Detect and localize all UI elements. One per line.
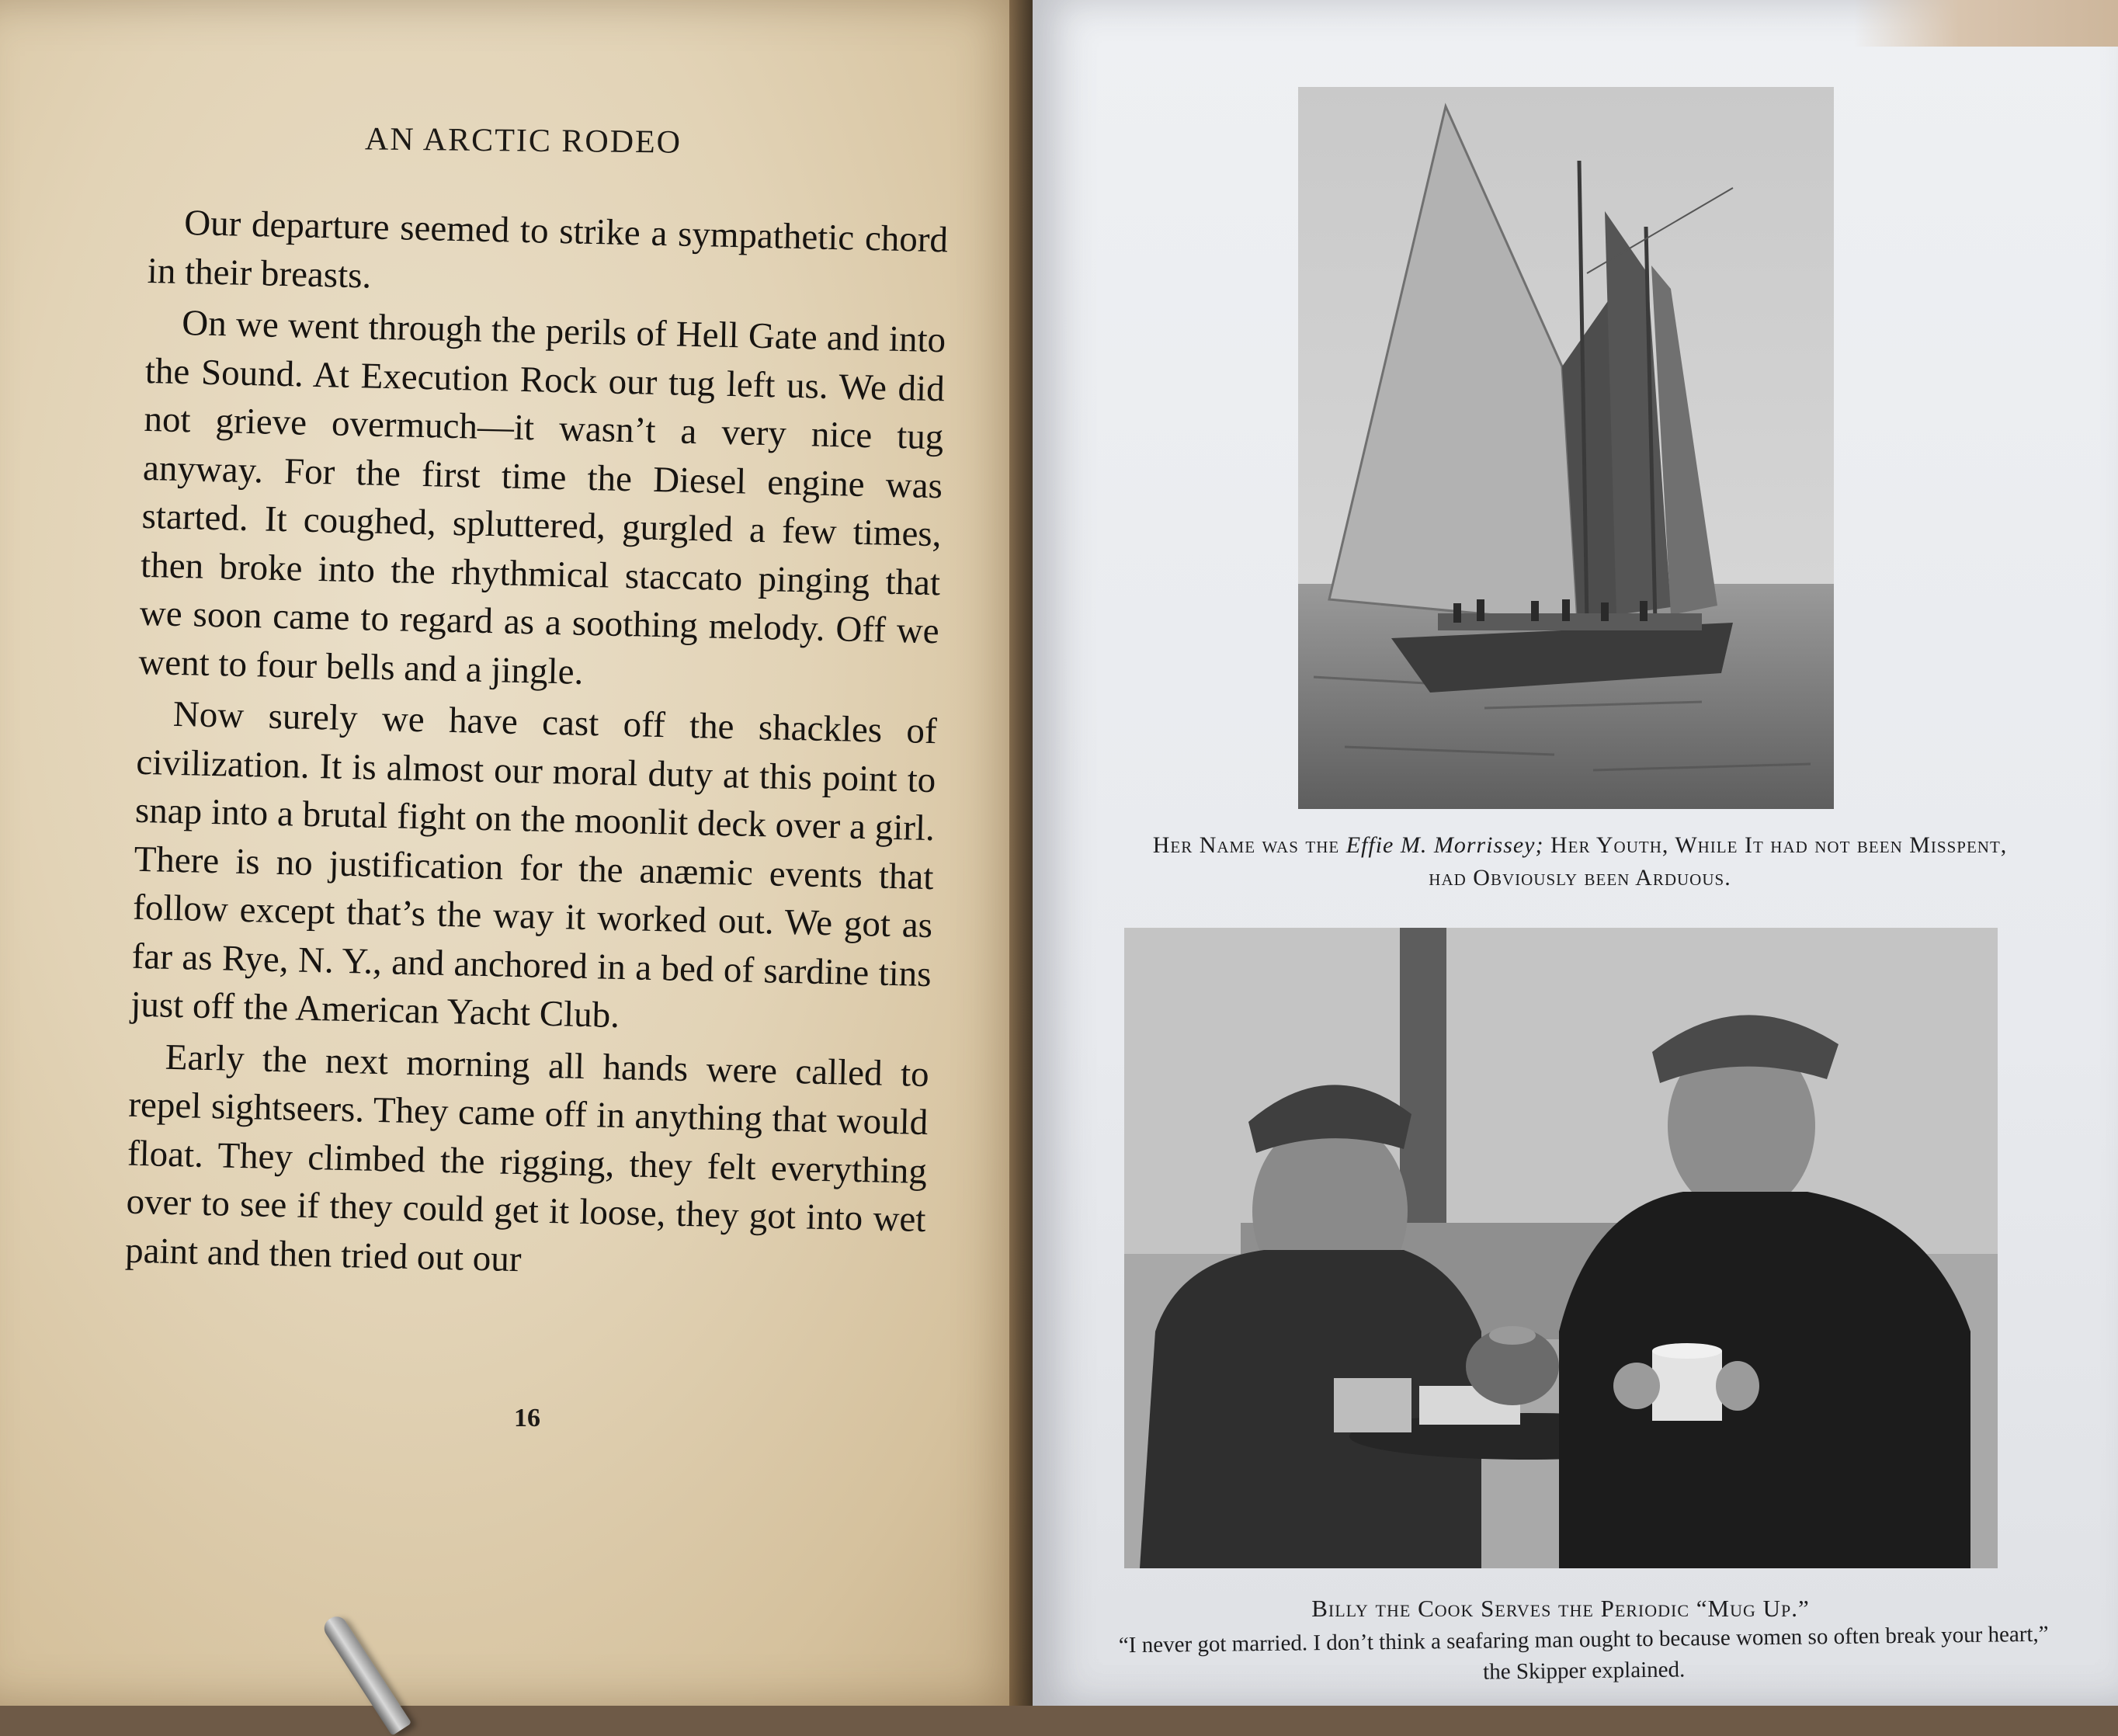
cook-caption-quote: “I never got married. I don’t think a seafaring man ought to because women so often break your heart,” the Skipper explained. (1118, 1621, 2049, 1685)
cook-caption-title: Billy the Cook Serves the Periodic “Mug Up.” (1311, 1595, 1810, 1622)
schooner-illustration (1298, 87, 1834, 809)
page-corner-stain (1854, 0, 2118, 47)
page-number: 16 (514, 1404, 540, 1432)
body-text (124, 198, 948, 1296)
left-page (0, 0, 1033, 1706)
pen-tip (320, 1613, 411, 1736)
schooner-photo (1298, 87, 1834, 809)
paragraph-1: Our departure seemed to strike a sympathetic chord in their breasts. (147, 203, 949, 297)
schooner-caption-before: Her Name was the (1152, 832, 1346, 858)
cook-photo (1124, 928, 1998, 1568)
paragraph-3: Now surely we have cast off the shackles of civilization. It is almost our moral duty at this point to snap into a brutal fight on the moonlit deck over a girl. There is no justification for the anæmic events that follow except that’s the way it worked out. We got as far as Rye, N. Y., and anchored in a bed of sardine tins just off the American Yacht Club. (130, 693, 938, 1036)
paragraph-2: On we went through the perils of Hell Gate and into the Sound. At Execution Rock our tug left us. We did not grieve overmuch—it wasn’t a very nice tug anyway. For the first time the Diesel engine was started. It coughed, spluttered, gurgled a few times, then broke into the rhythmical staccato pinging that we soon came to regard as a soothing melody. Off we went to four bells and a jingle. (137, 303, 946, 693)
paragraph-4: Early the next morning all hands were called to repel sightseers. They came off in anything that would float. They climbed the rigging, they felt everything over to see if they could get it loose, they got into wet paint and then tried out our (124, 1036, 930, 1279)
running-head: AN ARCTIC RODEO (364, 121, 682, 161)
cook-and-skipper-illustration (1124, 928, 1998, 1568)
schooner-caption-after: Her Youth, While It had not been Misspent, had Obviously been Arduous. (1429, 832, 2008, 891)
schooner-caption (1134, 829, 2026, 894)
ship-name: Effie M. Morrissey; (1345, 832, 1544, 858)
